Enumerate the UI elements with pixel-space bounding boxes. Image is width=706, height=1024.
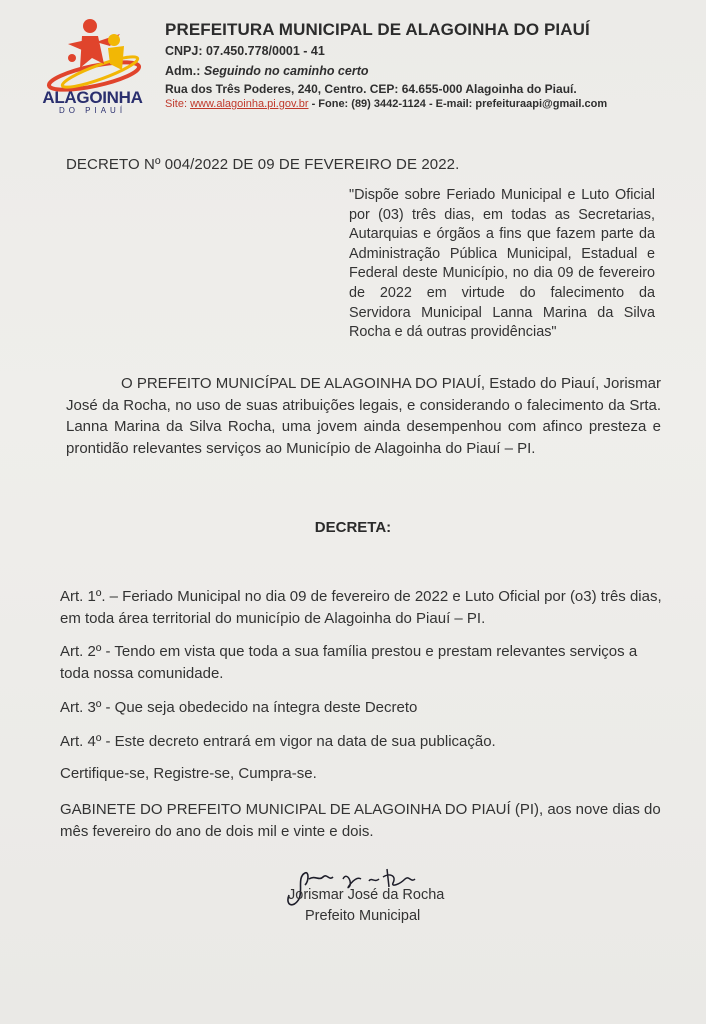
site-label: Site: — [165, 98, 188, 110]
article-2: Art. 2º - Tendo em vista que toda a sua família prestou e prestam relevantes serviços a toda nossa comunidade. — [60, 643, 638, 682]
decreta-heading: DECRETA: — [314, 519, 392, 536]
header-address: Rua dos Três Poderes, 240, Centro. CEP: 64.655-000 Alagoinha do Piauí. — [165, 82, 577, 96]
logo-subtitle: DO PIAUÍ — [58, 106, 127, 115]
contact-info: - Fone: (89) 3442-1124 - E-mail: prefeituraapi@gmail.com — [311, 98, 608, 110]
header-administration — [165, 64, 369, 78]
header-cnpj: CNPJ: 07.450.778/0001 - 41 — [165, 44, 325, 58]
site-link[interactable]: www.alagoinha.pi.gov.br — [190, 98, 309, 110]
signer-role: Prefeito Municipal — [305, 908, 421, 924]
decree-title: DECRETO Nº 004/2022 DE 09 DE FEVEREIRO DE 2022. — [66, 156, 460, 173]
certification-line: Certifique-se, Registre-se, Cumpra-se. — [60, 765, 317, 782]
gabinete-closing: GABINETE DO PREFEITO MUNICIPAL DE ALAGOINHA DO PIAUÍ (PI), aos nove dias do mês fevereiro do ano de dois mil e vinte e dois. — [60, 801, 661, 840]
adm-label: Adm.: — [165, 64, 201, 78]
adm-motto: Seguindo no caminho certo — [203, 64, 369, 78]
signer-name: Jorismar José da Rocha — [288, 887, 445, 903]
article-4: Art. 4º - Este decreto entrará em vigor na data de sua publicação. — [60, 733, 496, 750]
handwritten-signature-icon — [275, 855, 425, 915]
article-1: Art. 1º. – Feriado Municipal no dia 09 de fevereiro de 2022 e Luto Oficial por (o3) três dias, em toda área territorial do município de Alagoinha do Piauí – PI. — [60, 588, 662, 627]
header-title: PREFEITURA MUNICIPAL DE ALAGOINHA DO PIAUÍ — [165, 20, 590, 39]
decree-summary: "Dispõe sobre Feriado Municipal e Luto Oficial por (03) três dias, em todas as Secretarias, Autarquias e órgãos a fins que fazem parte da Administração Pública Municipal, Estadual e Federal deste Município, no dia 09 de fevereiro de 2022 em virtude do falecimento da Servidora Municipal Lanna Marina da Silva Rocha e dá outras providências" — [349, 187, 655, 341]
decree-preamble: O PREFEITO MUNICÍPAL DE ALAGOINHA DO PIAUÍ, Estado do Piauí, Jorismar José da Rocha, no uso de suas atribuições legais, e considerando o falecimento da Srta. Lanna Marina da Silva Rocha, uma jovem ainda desempenhou com afinco presteza e prontidão relevantes serviços ao Município de Alagoinha do Piauí – PI. — [66, 375, 661, 457]
header-contact-line — [165, 98, 607, 110]
article-3: Art. 3º - Que seja obedecido na íntegra deste Decreto — [60, 699, 418, 716]
logo-wordmark: ALAGOINHA — [42, 88, 143, 107]
